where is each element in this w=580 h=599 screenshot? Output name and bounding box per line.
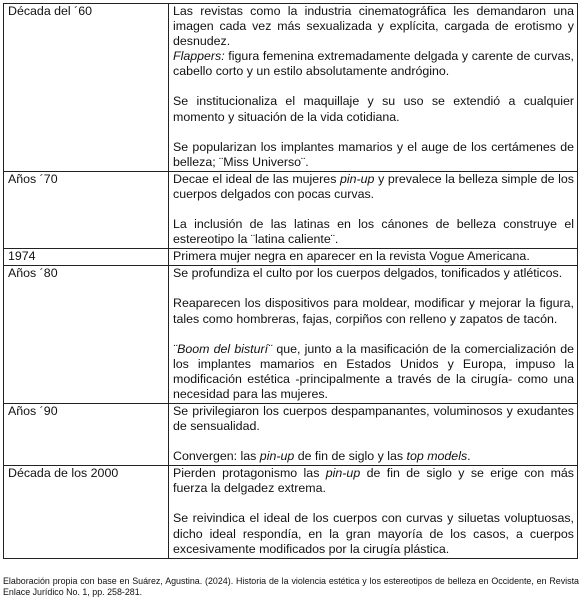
description-paragraph — [173, 466, 574, 496]
text-run: Primera mujer negra en aparecer en la revista Vogue Americana. — [173, 249, 530, 264]
era-cell — [4, 249, 169, 266]
description-paragraph — [173, 404, 574, 434]
text-run: que, junto a la masificación de la comercialización de los implantes mamarios en Estados Unidos y Europa, impuso la modificación estética -principalmente a través de la cirugía- como una necesidad para las mujeres. — [173, 341, 574, 401]
text-run: Pierden protagonismo las — [173, 466, 326, 481]
era-label: Años ´70 — [8, 171, 58, 186]
italic-term: top models — [406, 449, 468, 464]
description-cell — [169, 403, 578, 465]
era-label: Década de los 2000 — [8, 466, 119, 481]
description-paragraph — [173, 296, 574, 326]
description-cell — [169, 4, 578, 172]
text-run: La inclusión de las latinas en los cánones de belleza construye el estereotipo la ¨latina caliente¨. — [173, 217, 574, 247]
text-run: Se privilegiaron los cuerpos despampanantes, voluminosos y exudantes de sensualidad. — [173, 403, 574, 434]
text-run: de fin de siglo y las — [294, 449, 407, 464]
italic-term: pin-up — [325, 466, 361, 481]
table-row — [4, 466, 578, 558]
description-paragraph — [173, 449, 574, 464]
italic-term: pin-up — [259, 449, 295, 464]
italic-term: ¨Boom del bisturí¨ — [173, 341, 273, 356]
description-paragraph — [173, 249, 574, 264]
era-label: Años ´80 — [8, 266, 58, 281]
era-cell — [4, 466, 169, 558]
text-run: de fin de siglo y se erige con más fuerza la delgadez extrema. — [173, 466, 574, 496]
description-paragraph — [173, 4, 574, 49]
description-paragraph — [173, 342, 574, 402]
table-row — [4, 171, 578, 248]
text-run: . — [467, 449, 471, 464]
era-cell — [4, 171, 169, 248]
era-cell — [4, 403, 169, 465]
description-paragraph — [173, 49, 574, 79]
text-run: Se popularizan los implantes mamarios y el auge de los certámenes de belleza; ¨Miss Universo¨. — [173, 139, 574, 169]
era-cell — [4, 266, 169, 404]
description-paragraph — [173, 172, 574, 202]
description-paragraph — [173, 266, 574, 281]
text-run: figura femenina extremadamente delgada y carente de curvas, cabello corto y un estilo absolutamente andrógino. — [173, 49, 574, 79]
table-row — [4, 249, 578, 266]
text-run: Convergen: las — [173, 449, 260, 464]
text-run: Reaparecen los dispositivos para moldear, modificar y mejorar la figura, tales como hombreras, fajas, corpiños con relleno y zapatos de tacón. — [173, 296, 574, 326]
description-cell — [169, 249, 578, 266]
era-label: Década del ´60 — [8, 4, 93, 18]
text-run: Las revistas como la industria cinematográfica les demandaron una imagen cada vez más sexualizada y explícita, cargada de erotismo y desnudez. — [173, 4, 574, 49]
era-cell — [4, 4, 169, 172]
description-cell — [169, 171, 578, 248]
description-paragraph — [173, 511, 574, 556]
era-label: 1974 — [8, 249, 36, 264]
text-run: Se institucionaliza el maquillaje y su uso se extendió a cualquier momento y situación de la vida cotidiana. — [173, 94, 574, 124]
source-note: Elaboración propia con base en Suárez, Agustina. (2024). Historia de la violencia estética y los estereotipos de belleza en Occidente, en Revista Enlace Jurídico No. 1, pp. 258-281. — [3, 576, 579, 598]
text-run: Se reivindica el ideal de los cuerpos con curvas y siluetas voluptuosas, dicho ideal respondía, en la gran mayoría de los casos, a cuerpos excesivamente modificados por la cirugía plástica. — [173, 511, 574, 556]
text-run: Decae el ideal de las mujeres — [173, 171, 340, 186]
era-label: Años ´90 — [8, 403, 58, 418]
text-run: y prevalece la belleza simple de los cuerpos delgados con pocas curvas. — [173, 171, 574, 201]
italic-term: pin-up — [340, 171, 375, 186]
table-row — [4, 4, 578, 172]
table-row — [4, 266, 578, 404]
description-paragraph — [173, 217, 574, 247]
table-body — [4, 4, 578, 559]
description-paragraph — [173, 140, 574, 170]
text-run: Se profundiza el culto por los cuerpos delgados, tonificados y atléticos. — [173, 266, 563, 281]
italic-term: Flappers: — [173, 49, 225, 64]
description-cell — [169, 266, 578, 404]
beauty-ideals-table — [3, 3, 578, 559]
table-row — [4, 403, 578, 465]
description-cell — [169, 466, 578, 558]
description-paragraph — [173, 94, 574, 124]
